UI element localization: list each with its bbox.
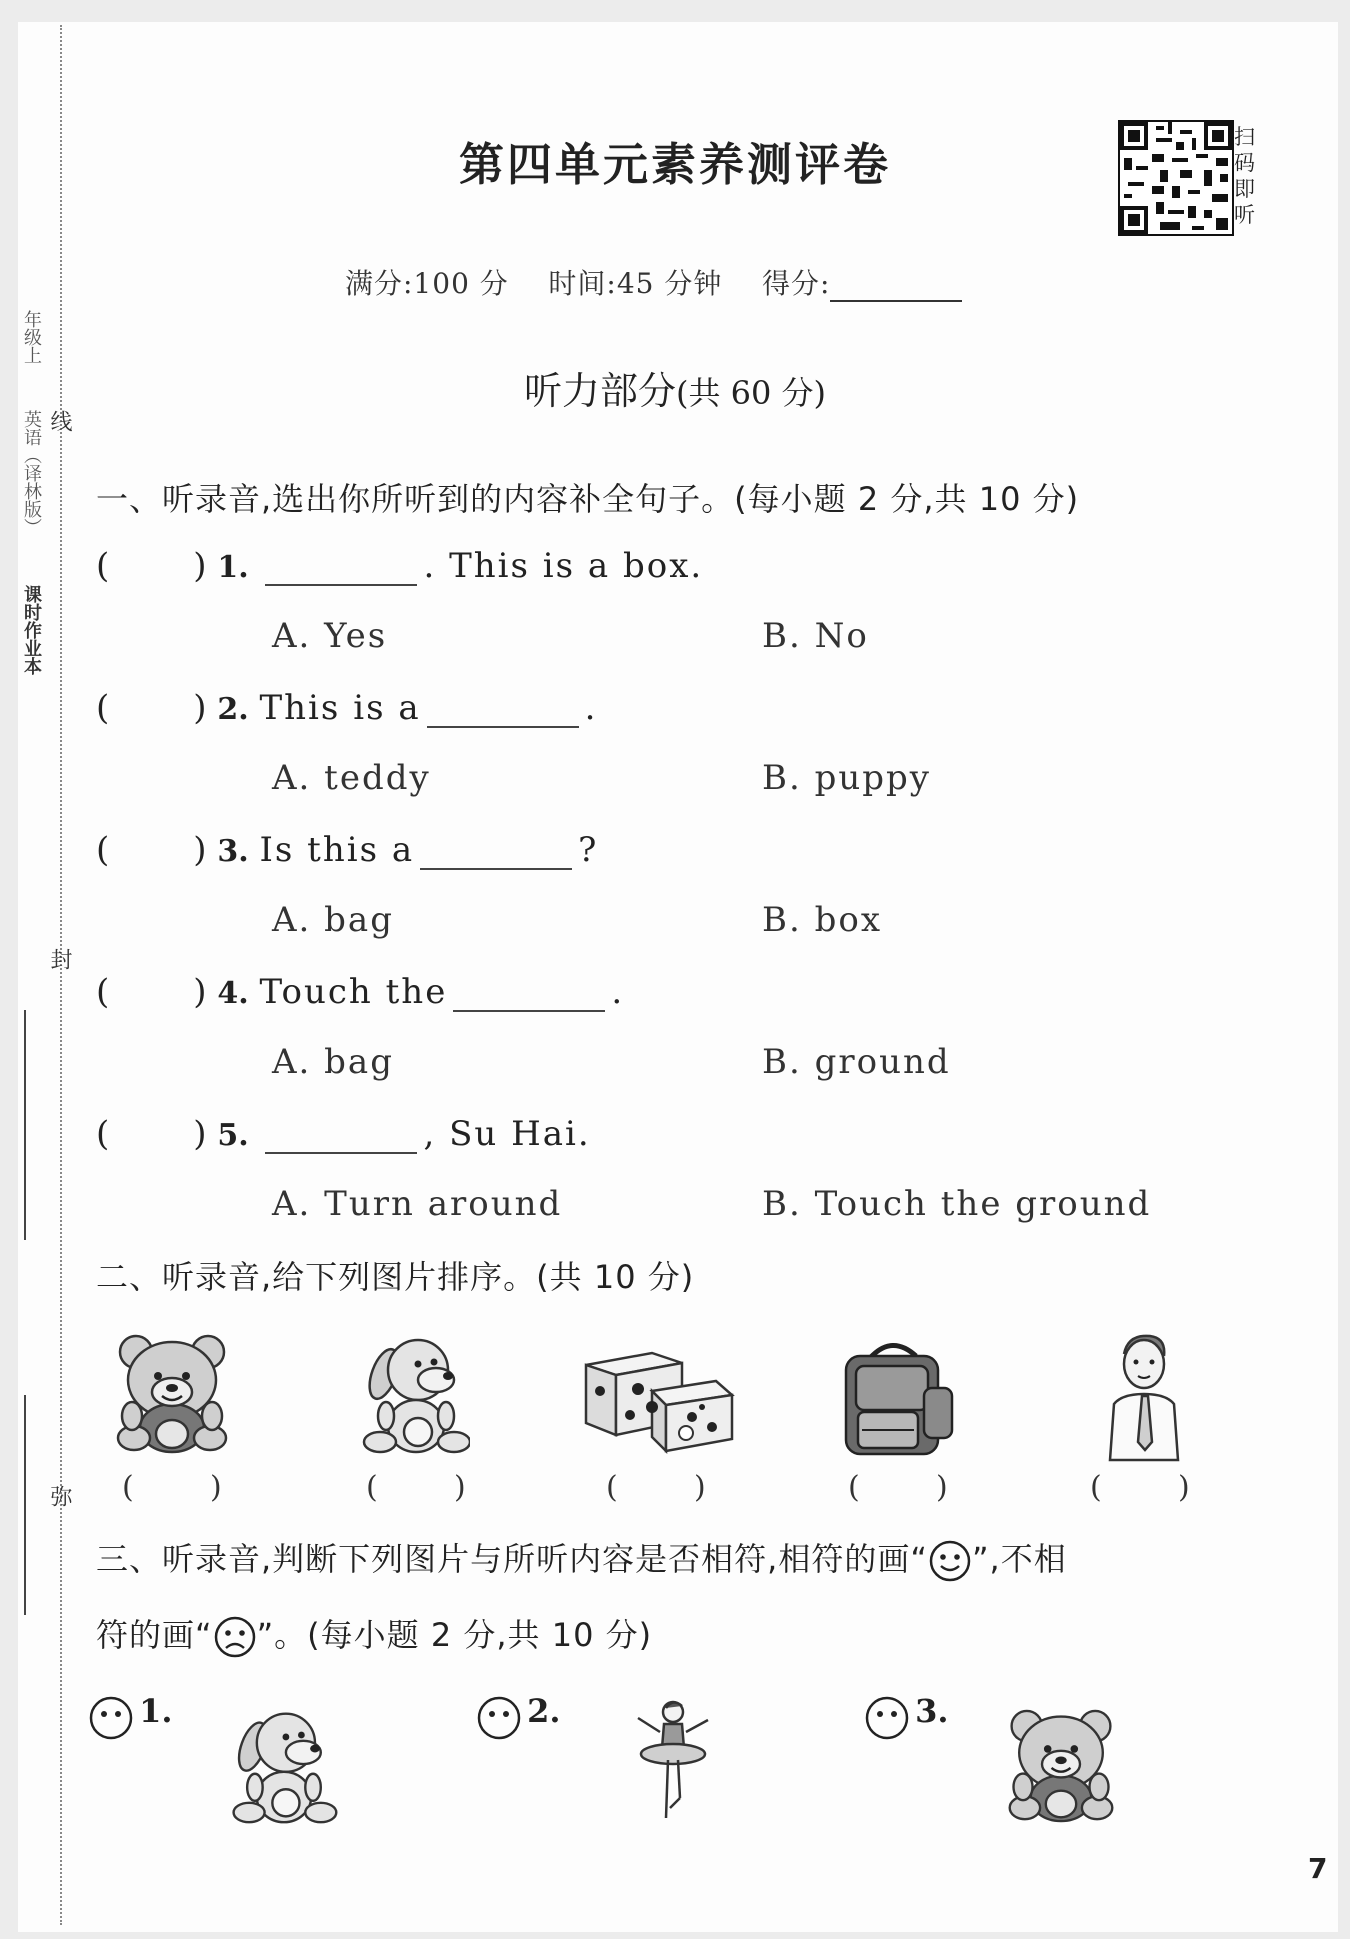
- part3-heading-text-b: ”,不相: [971, 1540, 1067, 1578]
- option-a[interactable]: A. teddy: [272, 758, 431, 798]
- boxes-picture: [582, 1345, 737, 1455]
- question-2: [96, 688, 597, 728]
- dancer-picture: [630, 1698, 716, 1828]
- order-answer-5[interactable]: ( ): [1090, 1470, 1190, 1505]
- part1-heading: 一、听录音,选出你所听到的内容补全句子。(每小题 2 分,共 10 分): [96, 480, 1080, 518]
- judge-num-1: 1.: [139, 1692, 173, 1730]
- question-stem-after: .: [584, 688, 598, 728]
- judge-item-1: [88, 1692, 173, 1741]
- part3-heading-line2: [96, 1610, 652, 1659]
- question-number: 1.: [217, 550, 249, 585]
- question-number: 5.: [217, 1118, 249, 1153]
- question-5: [96, 1114, 591, 1154]
- blank-face-icon[interactable]: [476, 1695, 522, 1741]
- order-answer-2[interactable]: ( ): [366, 1470, 466, 1505]
- question-number: 4.: [217, 976, 249, 1011]
- order-answer-3[interactable]: ( ): [606, 1470, 706, 1505]
- question-stem-after: ?: [578, 830, 599, 870]
- binding-mark-feng: 封: [47, 948, 72, 970]
- option-b[interactable]: B. puppy: [762, 758, 931, 798]
- answer-blank[interactable]: [427, 696, 579, 728]
- answer-blank[interactable]: [453, 980, 605, 1012]
- binding-cut-line: [60, 25, 62, 1925]
- blank-face-icon[interactable]: [88, 1695, 134, 1741]
- option-a[interactable]: A. bag: [272, 900, 394, 940]
- answer-paren[interactable]: ( ): [96, 546, 207, 586]
- answer-blank[interactable]: [265, 1122, 417, 1154]
- option-a[interactable]: A. Turn around: [272, 1184, 563, 1224]
- qr-code-label: 扫码即听: [1234, 125, 1255, 227]
- binding-text-subject: 英语（译林版）: [21, 410, 42, 536]
- question-stem-after: , Su Hai.: [423, 1114, 591, 1154]
- option-a[interactable]: A. Yes: [272, 616, 388, 656]
- question-stem-before: Is this a: [259, 830, 415, 870]
- score-label: 得分:: [761, 267, 831, 300]
- part3-heading-line1: [96, 1534, 1067, 1583]
- option-b[interactable]: B. Touch the ground: [762, 1184, 1152, 1224]
- listening-title: 听力部分: [523, 369, 676, 413]
- sad-face-icon: [213, 1615, 257, 1659]
- part3-heading-text-d: ”。(每小题 2 分,共 10 分): [256, 1616, 653, 1654]
- judge-item-3: [864, 1692, 949, 1741]
- option-a[interactable]: A. bag: [272, 1042, 394, 1082]
- teddy-bear-picture: [112, 1330, 232, 1458]
- answer-paren[interactable]: ( ): [96, 972, 207, 1012]
- page-title: 第四单元素养测评卷: [458, 138, 891, 191]
- answer-paren[interactable]: ( ): [96, 688, 207, 728]
- binding-text-book: 课时作业本: [21, 585, 42, 675]
- binding-rule-1: [24, 1010, 26, 1240]
- full-score: 满分:100 分: [345, 267, 509, 300]
- time-limit: 时间:45 分钟: [548, 267, 723, 300]
- answer-paren[interactable]: ( ): [96, 1114, 207, 1154]
- answer-paren[interactable]: ( ): [96, 830, 207, 870]
- page-number: 7: [1308, 1852, 1328, 1885]
- judge-item-2: [476, 1692, 561, 1741]
- puppy-picture: [228, 1704, 338, 1828]
- question-stem-after: .: [611, 972, 625, 1012]
- binding-mark-mi: 弥: [47, 1485, 72, 1507]
- order-answer-4[interactable]: ( ): [848, 1470, 948, 1505]
- question-4: [96, 972, 624, 1012]
- binding-rule-2: [24, 1395, 26, 1615]
- question-stem-before: Touch the: [259, 972, 448, 1012]
- question-1: [96, 546, 703, 586]
- question-stem-before: This is a: [259, 688, 421, 728]
- qr-code-icon[interactable]: [1118, 120, 1234, 236]
- teddy-bear-picture: [1004, 1704, 1118, 1828]
- judge-num-2: 2.: [527, 1692, 561, 1730]
- listening-section-heading: [0, 360, 1350, 415]
- option-b[interactable]: B. ground: [762, 1042, 951, 1082]
- part3-heading-text-a: 三、听录音,判断下列图片与所听内容是否相符,相符的画“: [96, 1540, 928, 1578]
- blank-face-icon[interactable]: [864, 1695, 910, 1741]
- answer-blank[interactable]: [420, 838, 572, 870]
- listening-subtitle: (共 60 分): [675, 374, 827, 412]
- puppy-picture: [360, 1330, 470, 1458]
- part2-heading: 二、听录音,给下列图片排序。(共 10 分): [96, 1258, 695, 1296]
- score-blank[interactable]: [830, 274, 962, 302]
- score-info: [345, 262, 962, 302]
- question-stem-after: . This is a box.: [423, 546, 704, 586]
- option-b[interactable]: B. No: [762, 616, 869, 656]
- option-b[interactable]: B. box: [762, 900, 883, 940]
- question-3: [96, 830, 598, 870]
- binding-text-grade: 年级上: [21, 310, 42, 364]
- judge-num-3: 3.: [915, 1692, 949, 1730]
- question-number: 2.: [217, 692, 249, 727]
- question-number: 3.: [217, 834, 249, 869]
- order-answer-1[interactable]: ( ): [122, 1470, 222, 1505]
- backpack-picture: [832, 1338, 962, 1460]
- binding-mark-xian: 线: [47, 410, 72, 432]
- answer-blank[interactable]: [265, 554, 417, 586]
- part3-heading-text-c: 符的画“: [96, 1616, 213, 1654]
- smiley-face-icon: [928, 1539, 972, 1583]
- man-picture: [1098, 1330, 1188, 1462]
